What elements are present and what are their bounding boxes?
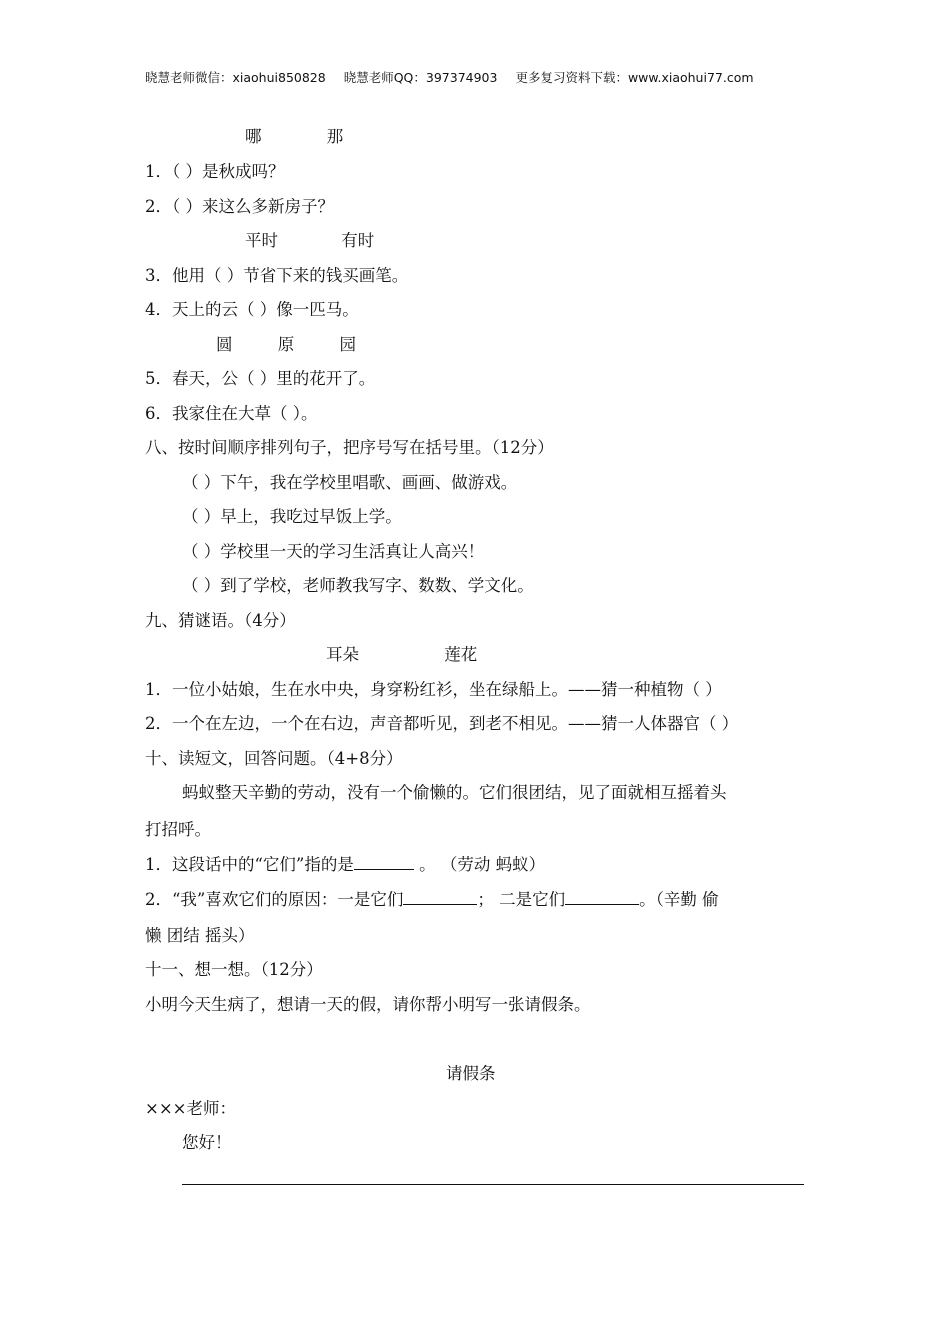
writing-line[interactable] <box>182 1184 804 1185</box>
option-word: 圆 <box>216 335 233 354</box>
option-word: 原 <box>277 335 295 354</box>
question-text: 。 （劳动 蚂蚁） <box>419 855 546 874</box>
header-download: 更多复习资料下载：www.xiaohui77.com <box>515 70 754 85</box>
question-line: 2．一个在左边，一个在右边，声音都听见，到老不相见。——猜一人体器官（ ） <box>145 714 739 733</box>
instruction-line: 小明今天生病了，想请一天的假，请你帮小明写一张请假条。 <box>145 995 591 1014</box>
note-title: 请假条 <box>446 1064 496 1083</box>
passage-line: 蚂蚁整天辛勤的劳动，没有一个偷懒的。它们很团结，见了面就相互摇着头 <box>182 783 727 802</box>
question-text: ； 二是它们 <box>477 890 566 909</box>
option-word: 哪 <box>245 127 262 146</box>
question-text: 2．“我”喜欢它们的原因：一是它们 <box>145 890 404 909</box>
option-word: 耳朵 <box>326 645 359 664</box>
question-line: 1．（ ）是秋成吗？ <box>145 162 285 181</box>
question-line: 5．春天，公（ ）里的花开了。 <box>145 369 376 388</box>
option-word: 莲花 <box>444 645 478 664</box>
page-header <box>145 68 805 86</box>
question-line: 6．我家住在大草（ ）。 <box>145 404 318 423</box>
section-title: 十一、想一想。（12分） <box>145 960 323 979</box>
answer-blank[interactable] <box>565 888 639 905</box>
header-qq: 晓慧老师QQ：397374903 <box>343 70 498 85</box>
section-title: 九、猜谜语。（4分） <box>145 611 296 630</box>
question-line <box>145 888 719 911</box>
list-item: （ ）早上，我吃过早饭上学。 <box>182 507 402 526</box>
header-wechat: 晓慧老师微信：xiaohui850828 <box>145 70 326 85</box>
answer-blank[interactable] <box>354 853 414 870</box>
section-title: 八、按时间顺序排列句子，把序号写在括号里。（12分） <box>145 438 554 457</box>
word-options-4 <box>326 644 477 666</box>
word-options-3 <box>216 334 356 356</box>
list-item: （ ）下午，我在学校里唱歌、画画、做游戏。 <box>182 473 518 492</box>
question-line: 1．一位小姑娘，生在水中央，身穿粉红衫，坐在绿船上。——猜一种植物（ ） <box>145 680 722 699</box>
question-line: 2．（ ）来这么多新房子？ <box>145 197 334 216</box>
option-word: 有时 <box>341 231 375 250</box>
question-text: 1．这段话中的“它们”指的是 <box>145 855 354 874</box>
option-word: 平时 <box>245 231 278 250</box>
list-item: （ ）学校里一天的学习生活真让人高兴！ <box>182 542 485 561</box>
list-item: （ ）到了学校，老师教我写字、数数、学文化。 <box>182 576 534 595</box>
question-line: 3．他用（ ）节省下来的钱买画笔。 <box>145 266 409 285</box>
section-title: 十、读短文，回答问题。（4+8分） <box>145 749 403 768</box>
question-line: 懒 团结 摇头） <box>145 926 255 945</box>
question-line <box>145 853 545 876</box>
note-salutation: ×××老师： <box>145 1099 236 1118</box>
passage-line: 打招呼。 <box>145 820 211 839</box>
option-word: 那 <box>326 127 344 146</box>
answer-blank[interactable] <box>403 888 477 905</box>
question-line: 4．天上的云（ ）像一匹马。 <box>145 300 359 319</box>
question-text: 。（辛勤 偷 <box>639 890 719 909</box>
option-word: 园 <box>339 335 356 354</box>
word-options-2 <box>245 230 374 252</box>
word-options-1 <box>245 126 343 148</box>
note-greeting: 您好！ <box>182 1133 232 1152</box>
